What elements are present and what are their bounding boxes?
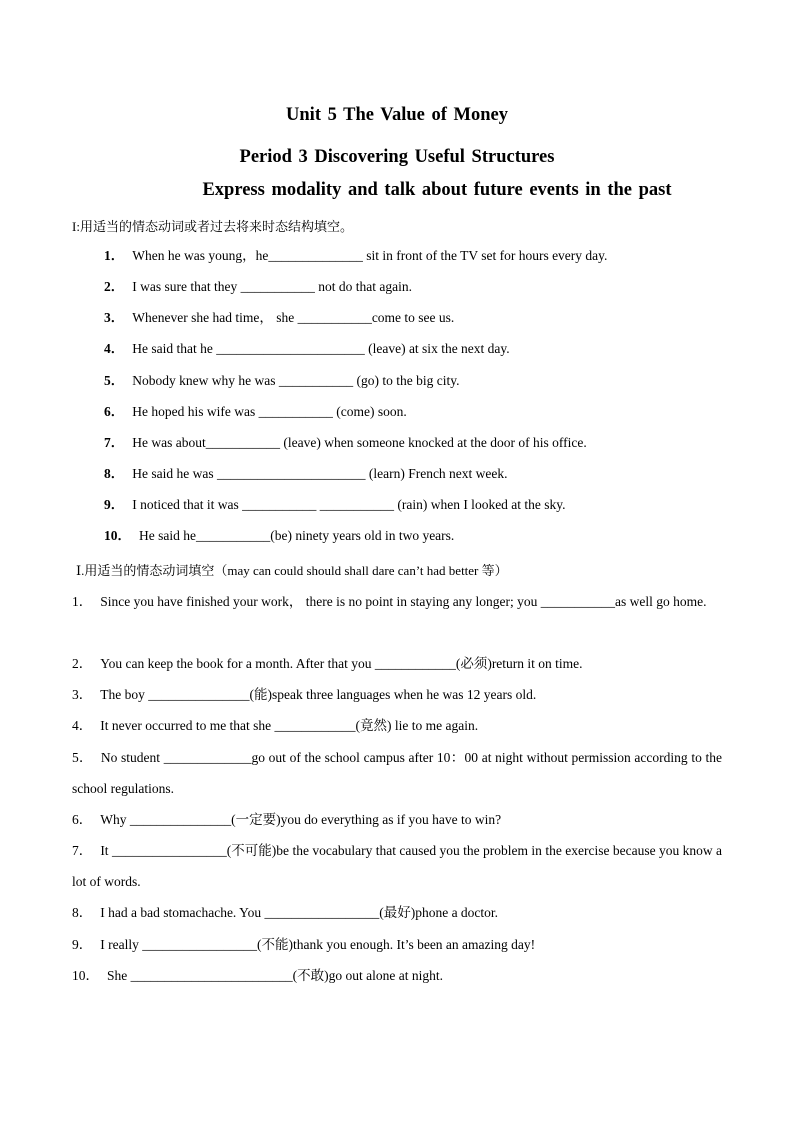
exercise-2-item xyxy=(72,960,722,991)
exercise-1-item xyxy=(104,524,454,544)
item-number: 9． xyxy=(104,497,125,512)
item-number: 2． xyxy=(72,656,93,671)
item-text: It _________________(不可能)be the vocabulary that caused you the problem in the exercise because you know a lot of words. xyxy=(72,843,723,889)
item-text: When he was young，he______________ sit in front of the TV set for hours every day. xyxy=(132,248,608,263)
item-text: No student _____________go out of the school campus after 10：00 at night without permission according to the school regulations. xyxy=(72,750,722,796)
item-text: I noticed that it was ___________ ___________ (rain) when I looked at the sky. xyxy=(132,497,566,512)
page-subtitle: Period 3 Discovering Useful Structures xyxy=(239,147,555,167)
item-number: 10． xyxy=(72,968,99,983)
exercise-1-item xyxy=(104,337,510,357)
exercise-2-item xyxy=(72,835,722,897)
item-text: Whenever she had time， she ___________come to see us. xyxy=(132,310,455,325)
item-text: It never occurred to me that she ____________(竟然) lie to me again. xyxy=(100,718,479,733)
exercise-2-item xyxy=(72,897,722,928)
item-text: Since you have finished your work， there is no point in staying any longer; you ___________as well go home. xyxy=(100,594,707,609)
item-text: He said he was ______________________ (learn) French next week. xyxy=(132,466,508,481)
exercise-2-item xyxy=(72,586,722,617)
item-number: 3． xyxy=(72,687,93,702)
item-number: 5． xyxy=(104,373,125,388)
item-number: 7． xyxy=(72,843,93,858)
item-text: The boy _______________(能)speak three languages when he was 12 years old. xyxy=(100,687,537,702)
item-number: 1． xyxy=(104,248,125,263)
exercise-1-item xyxy=(104,462,508,482)
item-text: She ________________________(不敢)go out alone at night. xyxy=(107,968,443,983)
item-number: 3． xyxy=(104,310,125,325)
item-number: 1． xyxy=(72,594,93,609)
exercise-1-item xyxy=(104,275,412,295)
item-number: 8． xyxy=(104,466,125,481)
item-number: 6． xyxy=(104,404,125,419)
exercise-1-item xyxy=(104,431,587,451)
exercise-1-item xyxy=(104,400,407,420)
item-text: Nobody knew why he was ___________ (go) to the big city. xyxy=(132,373,460,388)
item-text: He said that he ______________________ (leave) at six the next day. xyxy=(132,341,510,356)
item-number: 4． xyxy=(104,341,125,356)
item-number: 4． xyxy=(72,718,93,733)
item-text: He said he___________(be) ninety years old in two years. xyxy=(139,528,455,543)
item-number: 2． xyxy=(104,279,125,294)
exercise-2-item xyxy=(72,648,722,679)
item-number: 10． xyxy=(104,528,131,543)
item-text: I really _________________(不能)thank you enough. It’s been an amazing day! xyxy=(100,937,536,952)
exercise-2-item xyxy=(72,929,722,960)
item-number: 8． xyxy=(72,905,93,920)
item-text: You can keep the book for a month. After that you ____________(必须)return it on time. xyxy=(100,656,583,671)
item-text: I had a bad stomachache. You _________________(最好)phone a doctor. xyxy=(100,905,499,920)
exercise-1-item xyxy=(104,493,566,513)
item-number: 6． xyxy=(72,812,93,827)
exercise-2-item xyxy=(72,710,722,741)
exercise-1-item xyxy=(104,244,607,264)
item-text: Why _______________(一定要)you do everything as if you have to win? xyxy=(100,812,502,827)
section-2-heading: Ⅰ.用适当的情态动词填空（may can could should shall dare can’t had better 等） xyxy=(76,563,508,578)
page-title: Unit 5 The Value of Money xyxy=(286,105,508,125)
exercise-1-item xyxy=(104,369,459,389)
item-number: 5． xyxy=(72,750,93,765)
exercise-1-item xyxy=(104,306,454,326)
exercise-2-item xyxy=(72,742,722,804)
item-text: I was sure that they ___________ not do that again. xyxy=(132,279,412,294)
item-number: 7． xyxy=(104,435,125,450)
exercise-2-item xyxy=(72,804,722,835)
item-text: He was about___________ (leave) when someone knocked at the door of his office. xyxy=(132,435,587,450)
exercise-2-item xyxy=(72,679,722,710)
page-subtitle-2: Express modality and talk about future events in the past xyxy=(202,180,672,200)
item-text: He hoped his wife was ___________ (come) soon. xyxy=(132,404,407,419)
item-number: 9． xyxy=(72,937,93,952)
section-1-heading: I:用适当的情态动词或者过去将来时态结构填空。 xyxy=(72,219,353,234)
